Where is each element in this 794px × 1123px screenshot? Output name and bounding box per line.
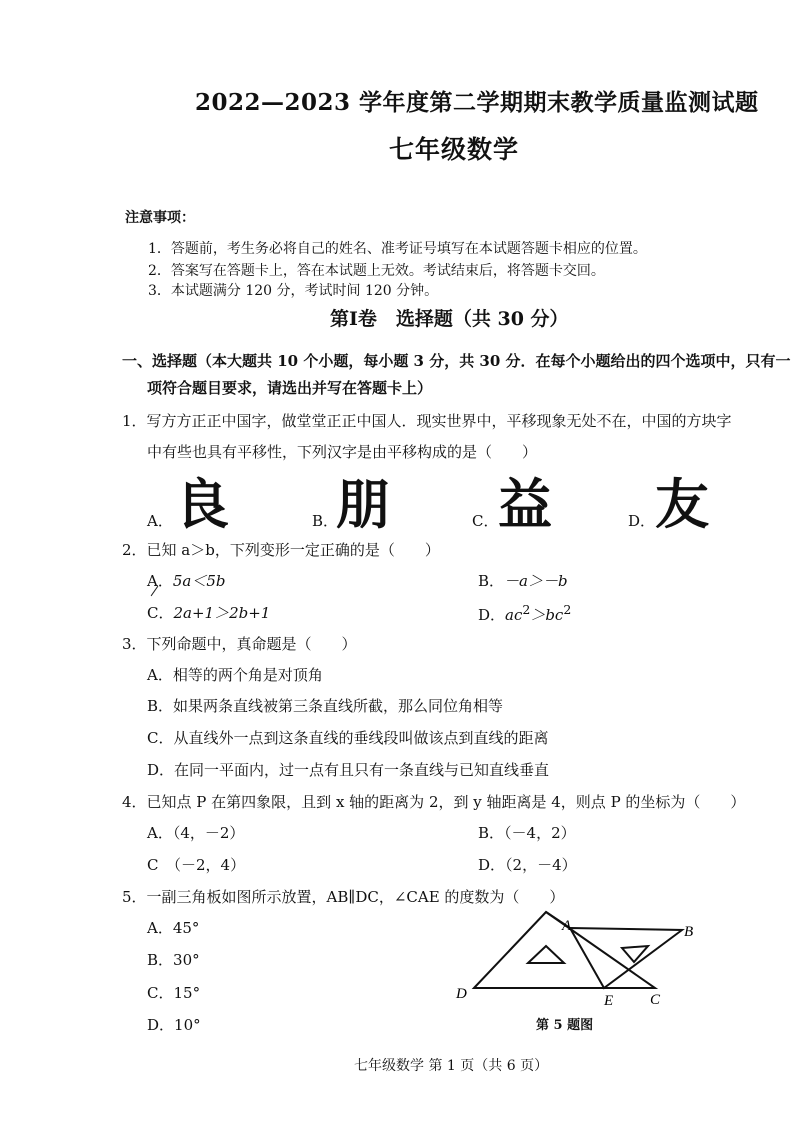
notice-heading: 注意事项： bbox=[125, 210, 195, 226]
option-label: D． bbox=[478, 606, 506, 624]
question-3-stem: 3．下列命题中，真命题是（ ） bbox=[122, 635, 357, 653]
option-label: B． bbox=[478, 572, 505, 590]
part-heading: 项符合题目要求，请选出并写在答题卡上） bbox=[147, 379, 433, 397]
q5-option-b: B．30° bbox=[147, 951, 200, 969]
question-2-stem: 2．已知 a＞b，下列变形一定正确的是（ ） bbox=[122, 541, 440, 559]
option-exponent: 2 bbox=[563, 602, 572, 617]
q5-option-d: D．10° bbox=[147, 1016, 201, 1034]
small-triangle bbox=[570, 928, 682, 988]
option-text-bc: ＞bc bbox=[530, 606, 564, 624]
option-text: －a＞－b bbox=[504, 572, 568, 590]
q1-option-a-label: A． bbox=[147, 512, 173, 530]
q4-option-a: A．（4，－2） bbox=[147, 824, 245, 842]
point-b-label: B bbox=[684, 924, 694, 940]
question-4-stem: 4．已知点 P 在第四象限，且到 x 轴的距离为 2，到 y 轴距离是 4，则点 P 的坐标为（ ） bbox=[122, 793, 746, 811]
q1-option-c-label: C． bbox=[472, 512, 499, 530]
q1-option-d-label: D． bbox=[628, 512, 656, 530]
question-1-stem: 中有些也具有平移性，下列汉字是由平移构成的是（ ） bbox=[147, 443, 538, 461]
q2-option-d bbox=[478, 602, 571, 625]
q4-option-d: D．（2，－4） bbox=[478, 856, 577, 874]
page-footer: 七年级数学 第 1 页（共 6 页） bbox=[354, 1058, 549, 1074]
option-text-ac: ac bbox=[505, 606, 523, 624]
q5-option-c: C．15° bbox=[147, 984, 201, 1002]
notice-item: 1．答题前，考生务必将自己的姓名、准考证号填写在本试题答题卡相应的位置。 bbox=[148, 241, 647, 257]
q1-option-d-char: 友 bbox=[655, 473, 709, 536]
q3-option-a: A．相等的两个角是对顶角 bbox=[147, 666, 323, 684]
triangle-set-figure bbox=[452, 908, 712, 1013]
point-c-label: C bbox=[650, 992, 661, 1008]
q2-option-c bbox=[147, 602, 270, 623]
q1-option-a-char: 良 bbox=[175, 473, 229, 536]
exam-title: 2022—2023 学年度第二学期期末教学质量监测试题 bbox=[195, 89, 759, 116]
q3-option-b: B．如果两条直线被第三条直线所截，那么同位角相等 bbox=[147, 697, 504, 715]
q1-option-c-char: 益 bbox=[498, 473, 552, 536]
notice-item: 3．本试题满分 120 分，考试时间 120 分钟。 bbox=[148, 283, 439, 299]
option-text: 2a+1＞2b+1 bbox=[173, 604, 271, 622]
section-title: 第Ⅰ卷 选择题（共 30 分） bbox=[330, 308, 569, 330]
q2-option-a bbox=[147, 570, 225, 591]
q4-option-b: B．（－4，2） bbox=[478, 824, 576, 842]
notice-item: 2．答案写在答题卡上，答在本试题上无效。考试结束后，将答题卡交回。 bbox=[148, 263, 605, 279]
large-triangle-hole bbox=[528, 946, 564, 963]
exam-subtitle: 七年级数学 bbox=[389, 135, 520, 164]
q1-option-b-label: B． bbox=[312, 512, 339, 530]
option-label: C． bbox=[147, 604, 174, 622]
q3-option-c: C．从直线外一点到这条直线的垂线段叫做该点到直线的距离 bbox=[147, 729, 549, 747]
point-e-label: E bbox=[604, 993, 614, 1009]
option-exponent: 2 bbox=[522, 602, 531, 617]
q1-option-b-char: 朋 bbox=[336, 473, 390, 536]
point-a-label: A bbox=[562, 918, 572, 934]
q2-option-b bbox=[478, 570, 568, 591]
figure-caption: 第 5 题图 bbox=[536, 1018, 594, 1033]
question-5-stem: 5．一副三角板如图所示放置，AB∥DC，∠CAE 的度数为（ ） bbox=[122, 888, 565, 906]
small-triangle-hole bbox=[622, 946, 648, 962]
q3-option-d: D．在同一平面内，过一点有且只有一条直线与已知直线垂直 bbox=[147, 761, 550, 779]
point-d-label: D bbox=[456, 986, 467, 1002]
q4-option-c: C （－2，4） bbox=[147, 856, 246, 874]
q5-option-a: A．45° bbox=[147, 919, 200, 937]
part-heading: 一、选择题（本大题共 10 个小题，每小题 3 分，共 30 分．在每个小题给出的四个选项中，只有一 bbox=[122, 352, 791, 370]
question-1-stem: 1．写方方正正中国字，做堂堂正正中国人．现实世界中，平移现象无处不在，中国的方块字 bbox=[122, 412, 732, 430]
option-text: 5a＜5b bbox=[172, 572, 226, 590]
option-label: A． bbox=[147, 572, 173, 590]
